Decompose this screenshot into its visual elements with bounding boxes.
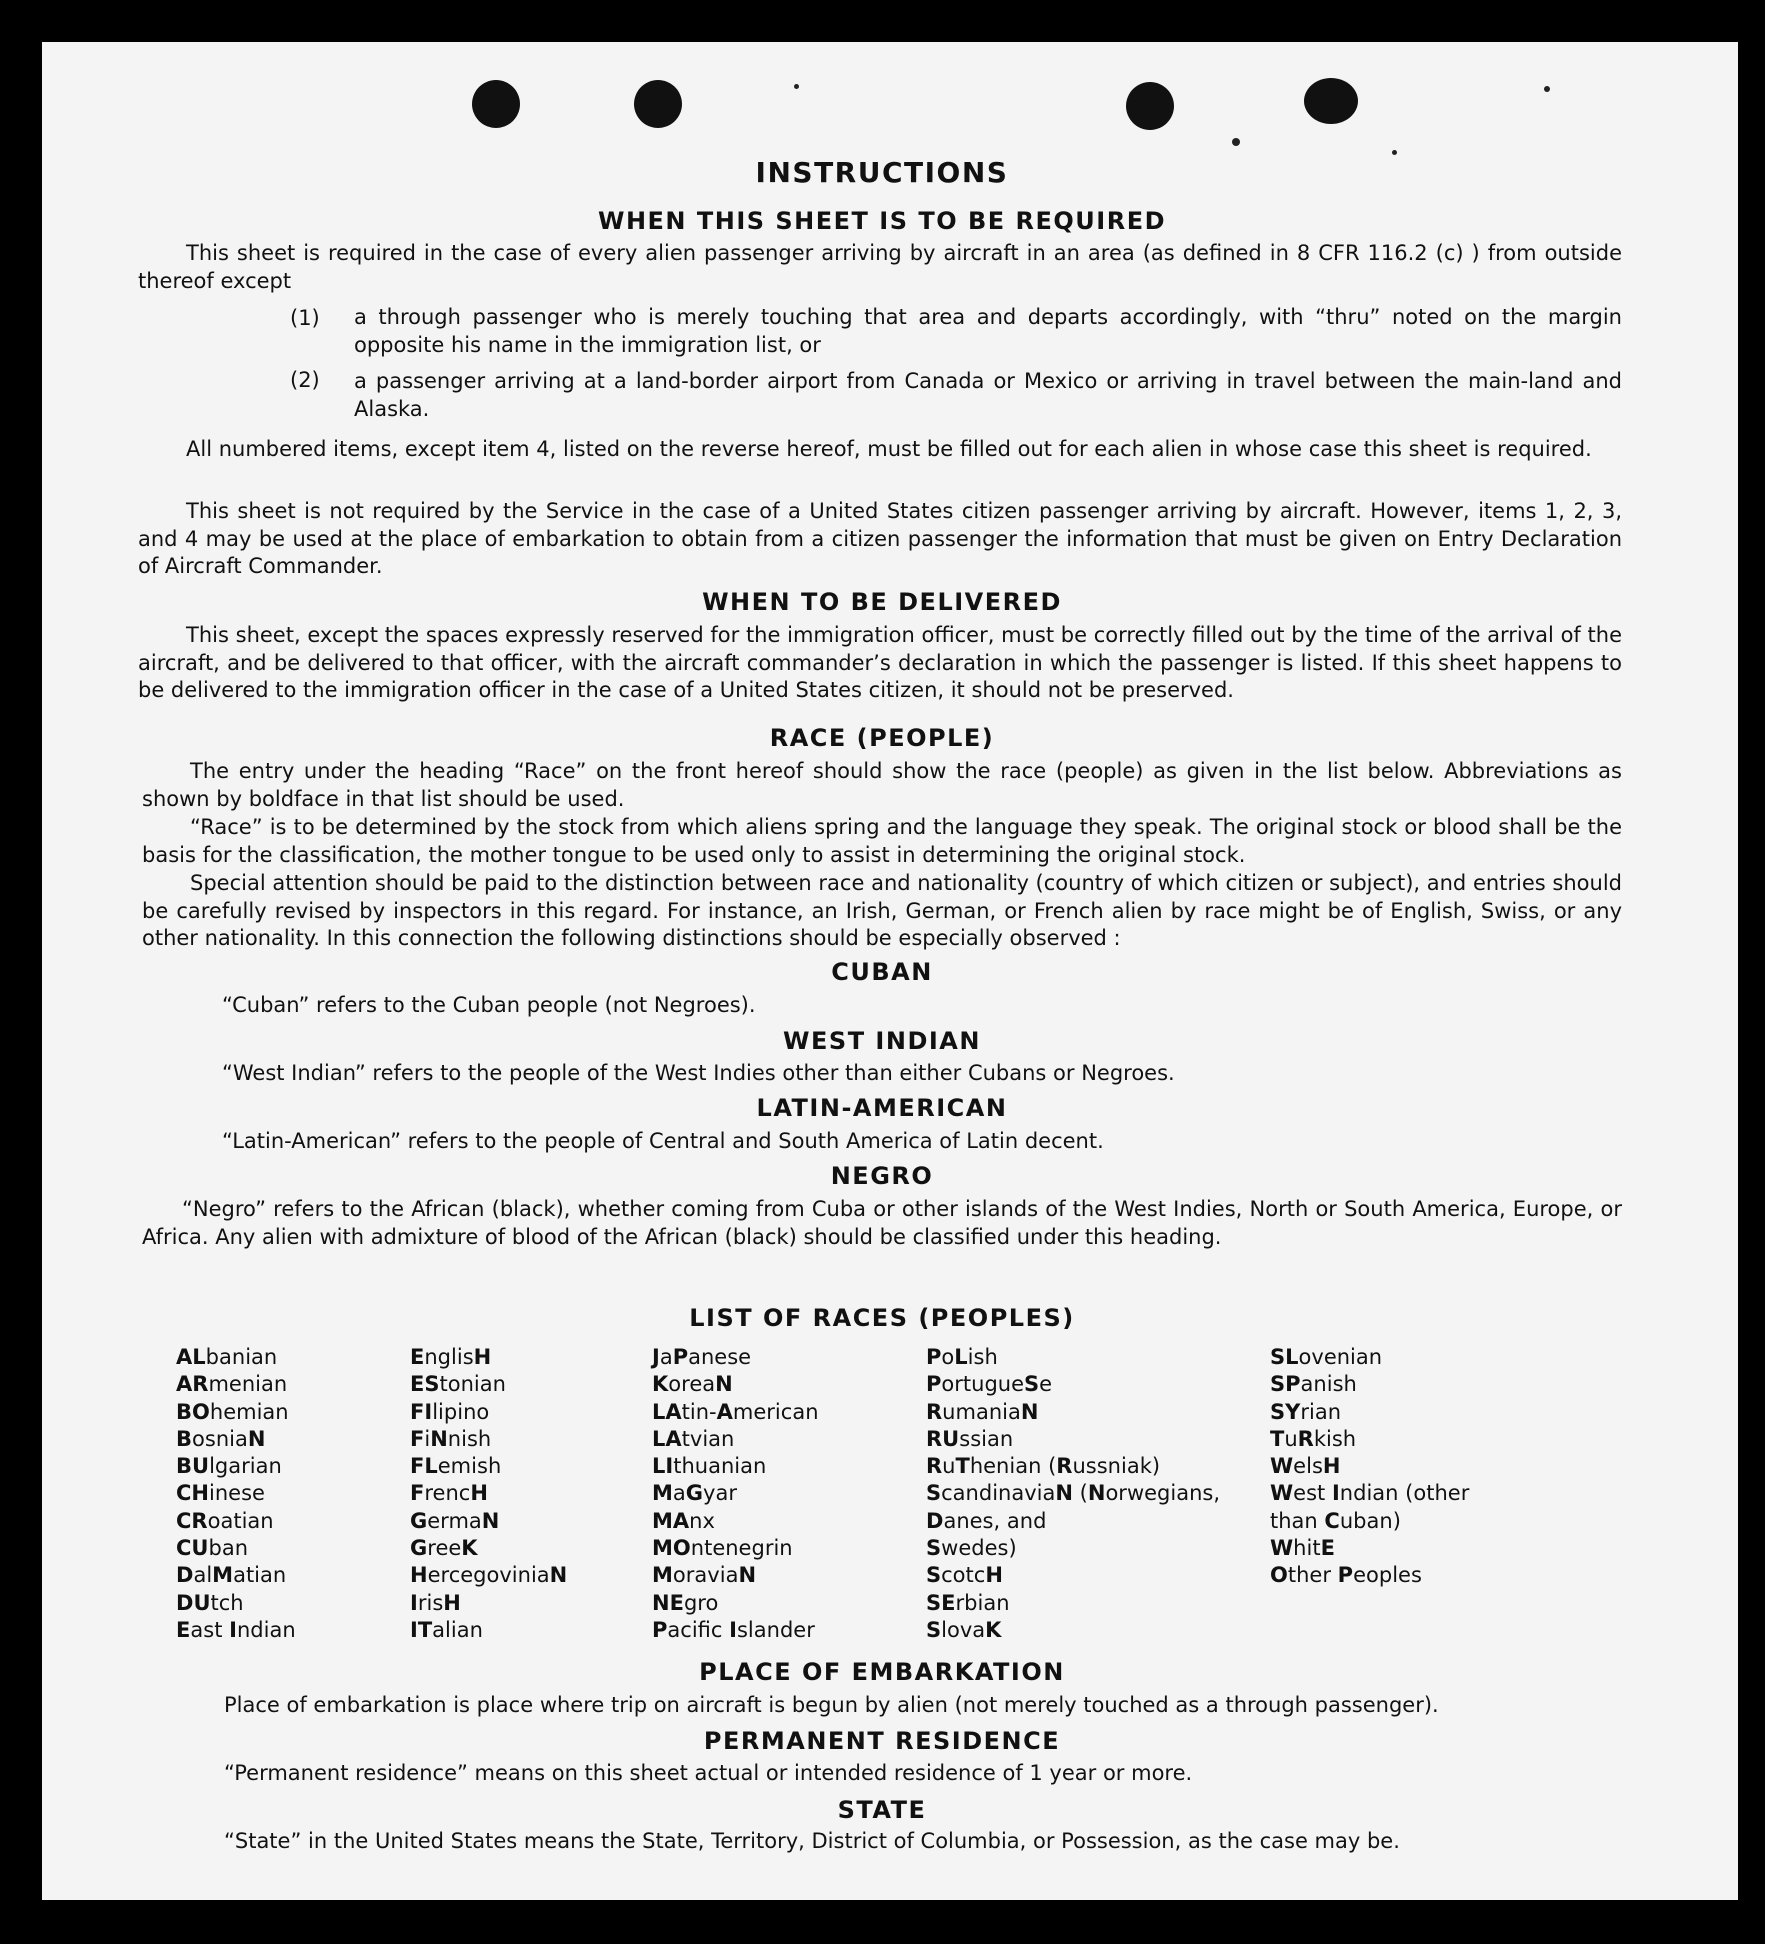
race-entry: East Indian xyxy=(176,1617,296,1642)
latin-american-text: “Latin-American” refers to the people of Central and South America of Latin decent. xyxy=(222,1129,1104,1153)
required-paragraph: All numbered items, except item 4, listed on the reverse hereof, must be filled out for each alien in whose case this sheet is required. xyxy=(186,437,1592,461)
race-entry: HercegoviniaN xyxy=(410,1563,568,1588)
section-title-negro: NEGRO xyxy=(830,1162,934,1190)
race-paragraph: Special attention should be paid to the distinction between race and nationality (country of which citizen or subject), and entries should be carefully revised by inspectors in this regard. For instance, an Irish, German, or French alien by race might be of English, Swiss, or any other nationality. In this connection the following distinctions should be especially observed : xyxy=(142,871,1622,950)
required-intro: This sheet is required in the case of every alien passenger arriving by aircraft in an area (as defined in 8 CFR 116.2 (c) ) from outside thereof except xyxy=(138,241,1622,293)
section-title-latin-american: LATIN-AMERICAN xyxy=(756,1094,1008,1122)
race-entry: IrisH xyxy=(410,1590,461,1615)
race-entry: than Cuban) xyxy=(1270,1508,1401,1533)
race-paragraph: The entry under the heading “Race” on the front hereof should show the race (people) as given in the list below. Abbreviations as shown by boldface in that list should be used. xyxy=(142,759,1622,811)
race-entry: NEgro xyxy=(652,1590,719,1615)
race-entry: Danes, and xyxy=(926,1508,1047,1533)
punch-hole xyxy=(1304,78,1358,124)
exception-text: a through passenger who is merely touching that area and departs accordingly, with “thru” noted on the margin opposite his name in the immigration list, or xyxy=(354,305,1622,357)
race-entry: CRoatian xyxy=(176,1508,274,1533)
race-entry: FrencH xyxy=(410,1481,488,1506)
race-entry: CUban xyxy=(176,1536,249,1561)
race-entry: GreeK xyxy=(410,1536,478,1561)
race-paragraph: “Race” is to be determined by the stock from which aliens spring and the language they speak. The original stock or blood shall be the basis for the classification, the mother tongue to be used only to assist in determining the original stock. xyxy=(142,815,1622,867)
race-entry: LAtin-American xyxy=(652,1399,819,1424)
race-entry: PoLish xyxy=(926,1345,998,1369)
section-title-races: LIST OF RACES (PEOPLES) xyxy=(689,1304,1075,1332)
race-entry: LIthuanian xyxy=(652,1454,767,1479)
race-entry: Pacifc Islander xyxy=(652,1617,815,1642)
section-title-embarkation: PLACE OF EMBARKATION xyxy=(699,1658,1065,1686)
section-title-cuban: CUBAN xyxy=(831,958,933,986)
race-column xyxy=(1270,1344,1469,1590)
race-entry: BUlgarian xyxy=(176,1454,282,1479)
race-entry: BosniaN xyxy=(176,1426,266,1451)
ink-speck xyxy=(1544,86,1550,92)
ink-speck xyxy=(794,84,799,89)
race-column xyxy=(410,1344,567,1644)
race-entry: RUssian xyxy=(926,1426,1014,1451)
exception-number: (1) xyxy=(290,306,320,330)
section-title-required: WHEN THIS SHEET IS TO BE REQUIRED xyxy=(597,207,1167,235)
section-title-race: RACE (PEOPLE) xyxy=(769,724,995,752)
race-entry: KoreaN xyxy=(652,1372,733,1397)
race-entry: SLovenian xyxy=(1270,1345,1383,1369)
race-entry: DUtch xyxy=(176,1590,244,1615)
section-title-west-indian: WEST INDIAN xyxy=(783,1027,981,1055)
race-entry: MaGyar xyxy=(652,1481,737,1506)
race-entry: WelsH xyxy=(1270,1454,1341,1479)
race-entry: RumaniaN xyxy=(926,1399,1039,1424)
race-entry: MoraviaN xyxy=(652,1563,757,1588)
race-entry: ScotcH xyxy=(926,1563,1003,1588)
delivered-text: This sheet, except the spaces expressly reserved for the immigration officer, must be correctly filled out by the time of the arrival of the aircraft, and be delivered to that officer, with the aircraft commander’s declaration in which the passenger is listed. If this sheet happens to be delivered to the immigration officer in the case of a United States citizen, it should not be preserved. xyxy=(138,623,1622,702)
race-entry: MOntenegrin xyxy=(652,1536,793,1561)
race-entry: SYrian xyxy=(1270,1399,1342,1424)
section-title-residence: PERMANENT RESIDENCE xyxy=(703,1727,1061,1755)
race-column xyxy=(926,1344,1220,1644)
race-entry: Swedes) xyxy=(926,1536,1017,1561)
race-entry: TuRkish xyxy=(1270,1426,1357,1451)
document-page xyxy=(42,42,1738,1900)
race-entry: WhitE xyxy=(1270,1536,1335,1561)
race-entry: BOhemian xyxy=(176,1399,289,1424)
race-entry: EStonian xyxy=(410,1372,506,1397)
page-title: INSTRUCTIONS xyxy=(755,156,1009,189)
section-title-state: STATE xyxy=(837,1796,927,1824)
race-column xyxy=(176,1344,296,1644)
race-entry: ARmenian xyxy=(176,1372,288,1397)
section-title-delivered: WHEN TO BE DELIVERED xyxy=(702,588,1062,616)
residence-text: “Permanent residence” means on this sheet actual or intended residence of 1 year or more. xyxy=(224,1761,1193,1785)
cuban-text: “Cuban” refers to the Cuban people (not Negroes). xyxy=(222,993,756,1017)
race-entry: SErbian xyxy=(926,1590,1010,1615)
embarkation-text: Place of embarkation is place where trip on aircraft is begun by alien (not merely touched as a through passenger). xyxy=(224,1693,1439,1717)
race-entry: PortugueSe xyxy=(926,1372,1053,1397)
ink-speck xyxy=(1232,138,1240,146)
exception-text: a passenger arriving at a land-border airport from Canada or Mexico or arriving in travel between the main-land and Alaska. xyxy=(354,369,1622,421)
race-entry: ITalian xyxy=(410,1617,483,1642)
west-indian-text: “West Indian” refers to the people of the West Indies other than either Cubans or Negroes. xyxy=(222,1061,1175,1085)
race-entry: EnglisH xyxy=(410,1345,492,1369)
race-entry: LAtvian xyxy=(652,1426,735,1451)
exception-number: (2) xyxy=(290,368,320,392)
race-entry: FLemish xyxy=(410,1454,502,1479)
race-entry: SlovaK xyxy=(926,1617,1002,1642)
ink-speck xyxy=(1392,150,1397,155)
race-entry: JaPanese xyxy=(652,1345,752,1369)
race-entry: ALbanian xyxy=(176,1345,278,1369)
race-entry: SPanish xyxy=(1270,1372,1357,1397)
race-entry: DalMatian xyxy=(176,1563,287,1588)
race-column xyxy=(652,1344,819,1644)
race-entry: RuThenian (Russniak) xyxy=(926,1454,1161,1479)
required-paragraph: This sheet is not required by the Service in the case of a United States citizen passenger arriving by aircraft. However, items 1, 2, 3, and 4 may be used at the place of embarkation to obtain from a citizen passenger the information that must be given on Entry Declaration of Aircraft Commander. xyxy=(138,499,1622,578)
state-text: “State” in the United States means the State, Territory, District of Columbia, or Possession, as the case may be. xyxy=(224,1829,1400,1853)
race-entry: Other Peoples xyxy=(1270,1563,1422,1588)
race-entry: FiNnish xyxy=(410,1426,492,1451)
race-entry: GermaN xyxy=(410,1508,500,1533)
negro-text: “Negro” refers to the African (black), whether coming from Cuba or other islands of the West Indies, North or South America, Europe, or Africa. Any alien with admixture of blood of the African (black) should be classified under this heading. xyxy=(142,1197,1622,1249)
race-entry: MAnx xyxy=(652,1508,715,1533)
race-entry: ScandinaviaN (Norwegians, xyxy=(926,1481,1221,1506)
race-entry: FIlipino xyxy=(410,1399,490,1424)
punch-hole xyxy=(634,80,682,128)
race-entry: CHinese xyxy=(176,1481,265,1506)
punch-hole xyxy=(1126,82,1174,130)
punch-hole xyxy=(472,80,520,128)
race-entry: West Indian (other xyxy=(1270,1481,1470,1506)
